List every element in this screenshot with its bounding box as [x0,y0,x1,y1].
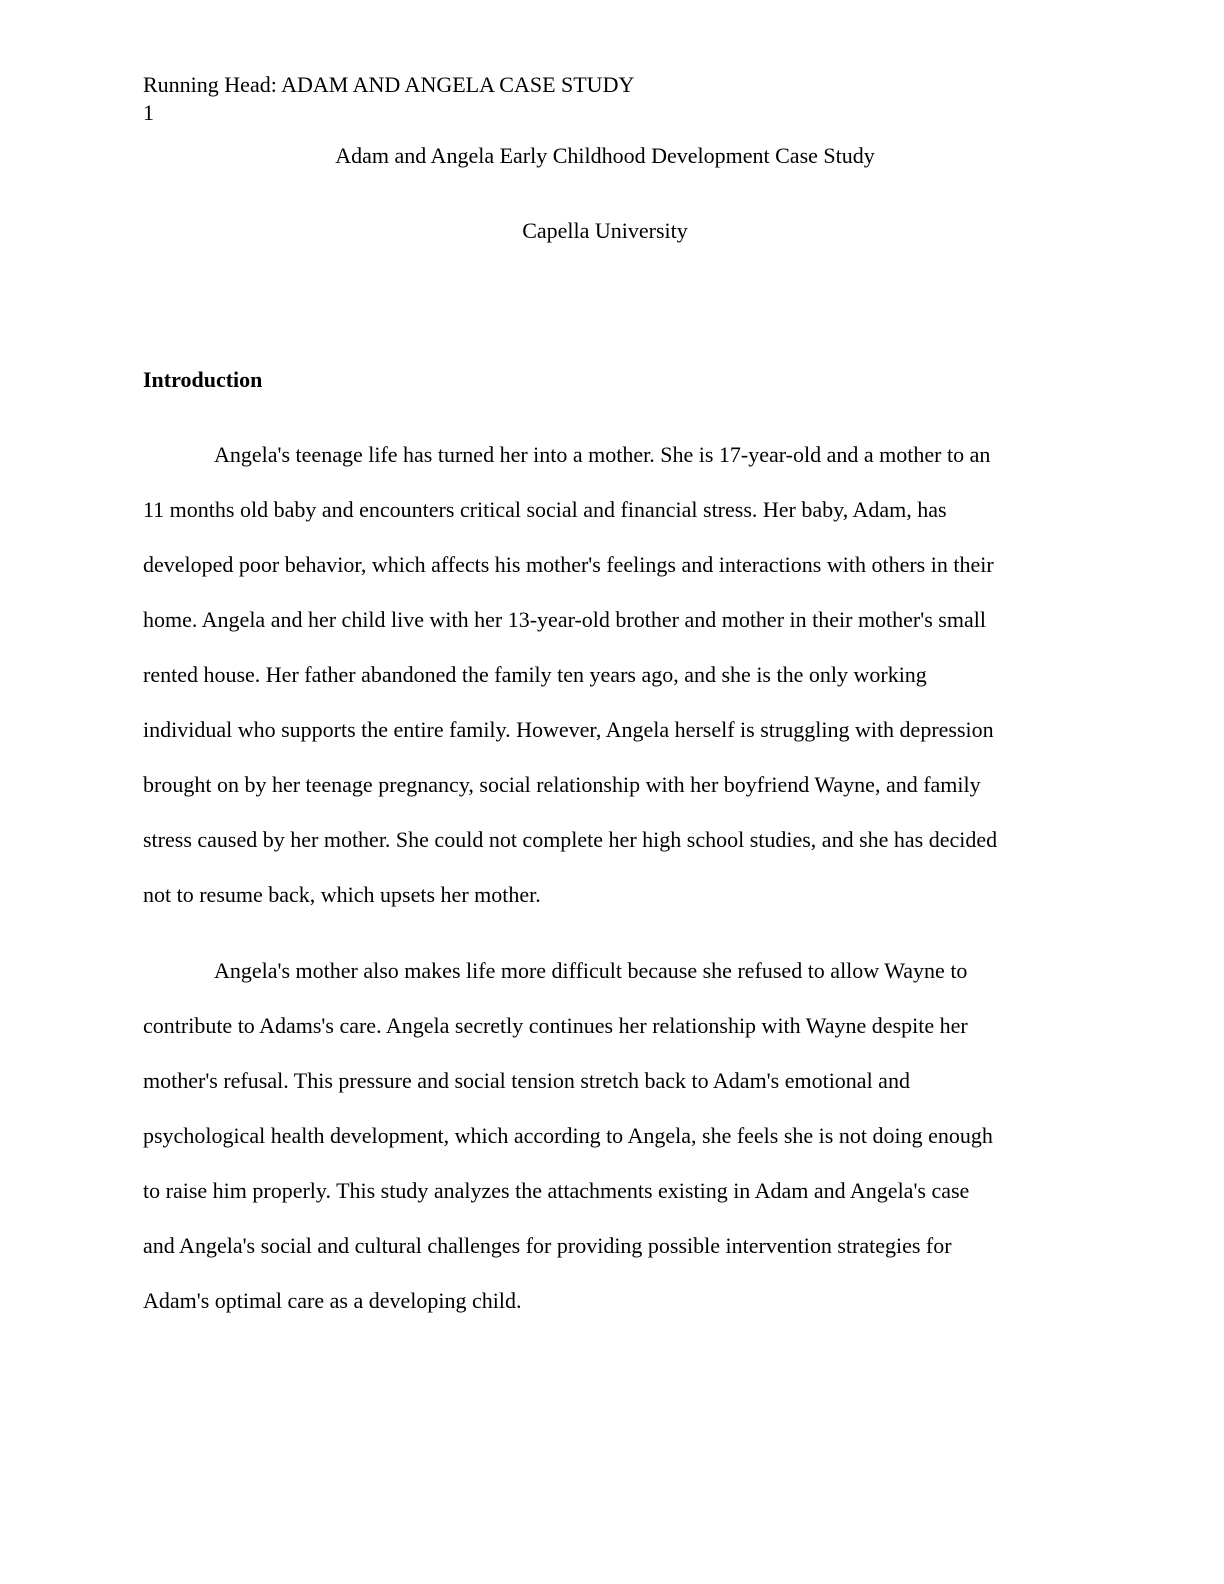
paragraph-line: home. Angela and her child live with her 13-year-old brother and mother in their mother's small [143,607,986,632]
paragraph-line: brought on by her teenage pregnancy, social relationship with her boyfriend Wayne, and family [143,772,981,797]
body-paragraph-2 [143,943,1083,1328]
paragraph-line: mother's refusal. This pressure and social tension stretch back to Adam's emotional and [143,1068,910,1093]
paragraph-line: rented house. Her father abandoned the family ten years ago, and she is the only working [143,662,927,687]
paragraph-line: Adam's optimal care as a developing child. [143,1288,522,1313]
paragraph-line: 11 months old baby and encounters critical social and financial stress. Her baby, Adam, has [143,497,947,522]
paragraph-line: not to resume back, which upsets her mother. [143,882,541,907]
document-title: Adam and Angela Early Childhood Development Case Study [335,143,875,168]
paragraph-line: psychological health development, which according to Angela, she feels she is not doing enough [143,1123,993,1148]
page-number: 1 [143,100,154,125]
running-head: Running Head: ADAM AND ANGELA CASE STUDY [143,72,635,97]
paragraph-line: developed poor behavior, which affects his mother's feelings and interactions with others in their [143,552,994,577]
paragraph-line: to raise him properly. This study analyzes the attachments existing in Adam and Angela's case [143,1178,970,1203]
paragraph-line: contribute to Adams's care. Angela secretly continues her relationship with Wayne despite her [143,1013,968,1038]
paragraph-line: individual who supports the entire family. However, Angela herself is struggling with depression [143,717,994,742]
institution-name: Capella University [522,218,688,243]
paragraph-line: Angela's mother also makes life more difficult because she refused to allow Wayne to [214,958,968,983]
paragraph-line: and Angela's social and cultural challenges for providing possible intervention strategies for [143,1233,952,1258]
paragraph-line: stress caused by her mother. She could not complete her high school studies, and she has decided [143,827,998,852]
body-paragraph-1 [143,427,1083,922]
section-heading-introduction: Introduction [143,367,263,392]
paragraph-line: Angela's teenage life has turned her into a mother. She is 17-year-old and a mother to an [214,442,991,467]
